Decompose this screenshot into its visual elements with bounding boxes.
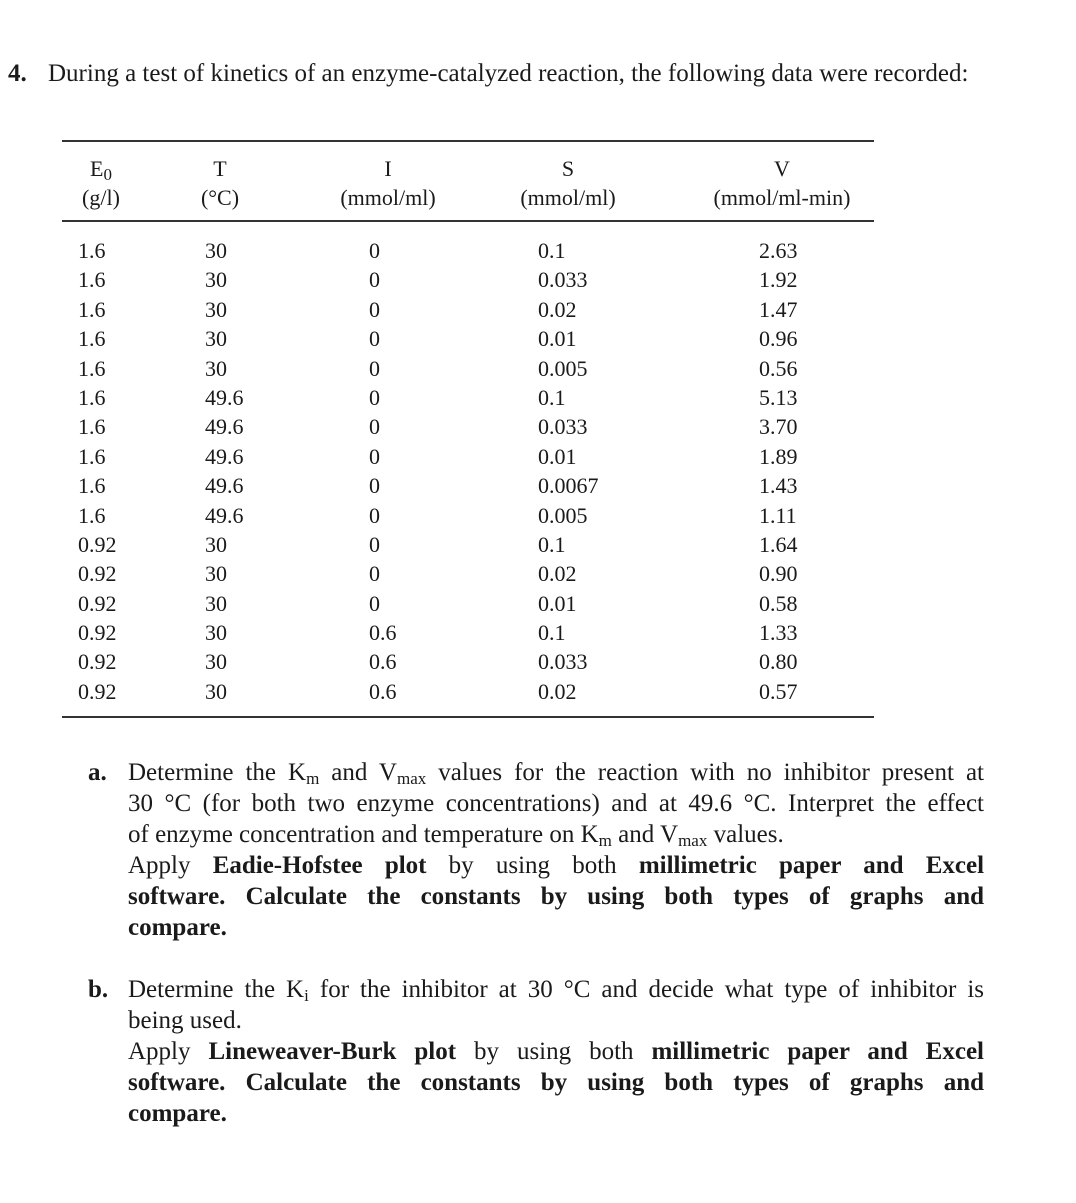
cell-e0: 0.92: [78, 649, 117, 675]
header-e0: [76, 154, 126, 212]
header-substrate-unit: (mmol/ml): [520, 185, 616, 210]
part-b-line-2: being used.: [128, 1007, 242, 1034]
part-b-label: b.: [88, 976, 109, 1003]
table-row: [62, 501, 874, 530]
cell-i: 0: [369, 502, 380, 528]
cell-i: 0: [369, 296, 380, 322]
text: of enzyme concentration and temperature on K: [128, 821, 599, 848]
cell-s: 0.1: [538, 620, 566, 646]
bold-text: Eadie-Hofstee plot: [212, 852, 427, 879]
header-e0-symbol: $E_0$: [90, 156, 112, 184]
cell-s: 0.1: [538, 531, 566, 557]
table-row: [62, 295, 874, 324]
header-temperature-symbol: T: [213, 156, 227, 181]
cell-e0: 1.6: [78, 296, 106, 322]
cell-e0: 0.92: [78, 561, 117, 587]
table-top-rule: [62, 140, 874, 142]
cell-e0: 1.6: [78, 443, 106, 469]
header-inhibitor: [328, 154, 448, 212]
bold-text: millimetric paper and Excel: [651, 1038, 984, 1065]
cell-s: 0.0067: [538, 473, 599, 499]
cell-e0: 0.92: [78, 678, 117, 704]
cell-e0: 1.6: [78, 355, 106, 381]
cell-e0: 1.6: [78, 414, 106, 440]
header-temperature: [190, 154, 250, 212]
table-row: [62, 677, 874, 706]
cell-t: 30: [205, 649, 227, 675]
part-a: [88, 757, 984, 943]
cell-e0: 0.92: [78, 590, 117, 616]
text: by using both: [456, 1038, 652, 1065]
part-b-line-5: compare.: [128, 1100, 227, 1127]
part-a-label: a.: [88, 759, 107, 786]
cell-v: 1.47: [759, 296, 798, 322]
table-row: [62, 471, 874, 500]
cell-i: 0: [369, 590, 380, 616]
cell-e0: 1.6: [78, 384, 106, 410]
cell-s: 0.01: [538, 326, 577, 352]
table-row: [62, 559, 874, 588]
cell-v: 0.96: [759, 326, 798, 352]
table-row: [62, 354, 874, 383]
cell-s: 0.033: [538, 414, 588, 440]
cell-i: 0: [369, 355, 380, 381]
header-inhibitor-unit: (mmol/ml): [340, 185, 436, 210]
cell-t: 30: [205, 531, 227, 557]
cell-t: 30: [205, 590, 227, 616]
cell-i: 0.6: [369, 678, 397, 704]
header-velocity-symbol: V: [774, 156, 790, 181]
cell-v: 1.89: [759, 443, 798, 469]
header-e0-unit: (g/l): [82, 185, 120, 210]
cell-e0: 1.6: [78, 473, 106, 499]
header-temperature-unit: (°C): [200, 185, 240, 210]
cell-i: 0.6: [369, 649, 397, 675]
question-parts: [88, 757, 984, 1129]
cell-e0: 0.92: [78, 531, 117, 557]
cell-v: 0.57: [759, 678, 798, 704]
table-row: [62, 647, 874, 676]
cell-v: 0.56: [759, 355, 798, 381]
cell-i: 0: [369, 384, 380, 410]
part-a-line-5: software. Calculate the constants by using both types of graphs and: [128, 883, 984, 910]
cell-t: 49.6: [205, 414, 244, 440]
subscript: i: [304, 986, 309, 1005]
cell-t: 30: [205, 326, 227, 352]
cell-s: 0.033: [538, 649, 588, 675]
cell-e0: 1.6: [78, 326, 106, 352]
table-row: [62, 383, 874, 412]
cell-v: 0.80: [759, 649, 798, 675]
subscript: m: [598, 831, 612, 850]
text: and V: [319, 759, 397, 786]
cell-s: 0.1: [538, 238, 566, 263]
question-number: 4.: [8, 60, 27, 87]
table-row: [62, 412, 874, 441]
question-text: During a test of kinetics of an enzyme-catalyzed reaction, the following data were recorded:: [48, 60, 969, 87]
subscript: max: [396, 769, 427, 788]
bold-text: Lineweaver-Burk plot: [208, 1038, 457, 1065]
text: Apply: [128, 1038, 209, 1065]
cell-v: 0.58: [759, 590, 798, 616]
cell-t: 30: [205, 620, 227, 646]
cell-t: 30: [205, 678, 227, 704]
cell-i: 0: [369, 267, 380, 293]
table-header-rule: [62, 220, 874, 222]
text: Determine the K: [128, 759, 307, 786]
part-b-line-4: software. Calculate the constants by using both types of graphs and: [128, 1069, 984, 1096]
header-substrate-symbol: S: [561, 156, 575, 181]
text: Determine the K: [128, 976, 305, 1003]
table-row: [62, 236, 874, 265]
part-b-line-3: [128, 1036, 984, 1067]
table-bottom-rule: [62, 716, 874, 718]
cell-i: 0: [369, 473, 380, 499]
cell-t: 49.6: [205, 473, 244, 499]
cell-e0: 1.6: [78, 267, 106, 293]
cell-t: 49.6: [205, 443, 244, 469]
question-4: [8, 58, 984, 89]
cell-s: 0.005: [538, 502, 588, 528]
cell-s: 0.02: [538, 678, 577, 704]
cell-s: 0.005: [538, 355, 588, 381]
table-row: [62, 530, 874, 559]
table-row: [62, 324, 874, 353]
subscript: m: [306, 769, 320, 788]
cell-s: 0.02: [538, 296, 577, 322]
part-a-line-1: [128, 757, 984, 788]
cell-s: 0.1: [538, 384, 566, 410]
cell-s: 0.01: [538, 590, 577, 616]
header-velocity: [702, 154, 862, 212]
cell-e0: 1.6: [78, 502, 106, 528]
cell-i: 0: [369, 561, 380, 587]
cell-v: 1.43: [759, 473, 798, 499]
text: by using both: [426, 852, 639, 879]
part-a-line-2: 30 °C (for both two enzyme concentrations) and at 49.6 °C. Interpret the effect: [128, 790, 984, 817]
table-row: [62, 442, 874, 471]
cell-t: 30: [205, 561, 227, 587]
text: values.: [707, 821, 784, 848]
cell-t: 30: [205, 355, 227, 381]
part-a-line-6: compare.: [128, 914, 227, 941]
cell-v: 1.92: [759, 267, 798, 293]
cell-v: 1.64: [759, 531, 798, 557]
part-a-line-4: [128, 850, 984, 881]
cell-v: 2.63: [759, 238, 798, 263]
cell-i: 0: [369, 414, 380, 440]
cell-t: 49.6: [205, 384, 244, 410]
text: values for the reaction with no inhibitor present at: [426, 759, 984, 786]
table-body: [62, 236, 874, 706]
cell-i: 0: [369, 238, 380, 263]
cell-i: 0: [369, 443, 380, 469]
part-a-line-3: [128, 819, 984, 850]
cell-t: 30: [205, 296, 227, 322]
cell-e0: 0.92: [78, 620, 117, 646]
cell-v: 0.90: [759, 561, 798, 587]
part-b-line-1: [128, 974, 984, 1005]
subscript: max: [678, 831, 708, 850]
cell-t: 30: [205, 238, 227, 263]
cell-e0: 1.6: [78, 238, 106, 263]
table-row: [62, 265, 874, 294]
header-velocity-unit: (mmol/ml-min): [713, 185, 851, 210]
text: and V: [611, 821, 679, 848]
table-row: [62, 618, 874, 647]
text: Apply: [128, 852, 213, 879]
cell-v: 1.33: [759, 620, 798, 646]
bold-text: millimetric paper and Excel: [638, 852, 985, 879]
cell-s: 0.01: [538, 443, 577, 469]
cell-v: 5.13: [759, 384, 798, 410]
text: for the inhibitor at 30 °C and decide what type of inhibitor is: [308, 976, 985, 1003]
cell-v: 1.11: [759, 502, 797, 528]
header-substrate: [508, 154, 628, 212]
header-inhibitor-symbol: I: [384, 156, 392, 181]
cell-i: 0.6: [369, 620, 397, 646]
cell-s: 0.033: [538, 267, 588, 293]
cell-i: 0: [369, 326, 380, 352]
cell-i: 0: [369, 531, 380, 557]
part-b: [88, 974, 984, 1129]
cell-t: 49.6: [205, 502, 244, 528]
cell-t: 30: [205, 267, 227, 293]
table-row: [62, 589, 874, 618]
cell-v: 3.70: [759, 414, 798, 440]
cell-s: 0.02: [538, 561, 577, 587]
